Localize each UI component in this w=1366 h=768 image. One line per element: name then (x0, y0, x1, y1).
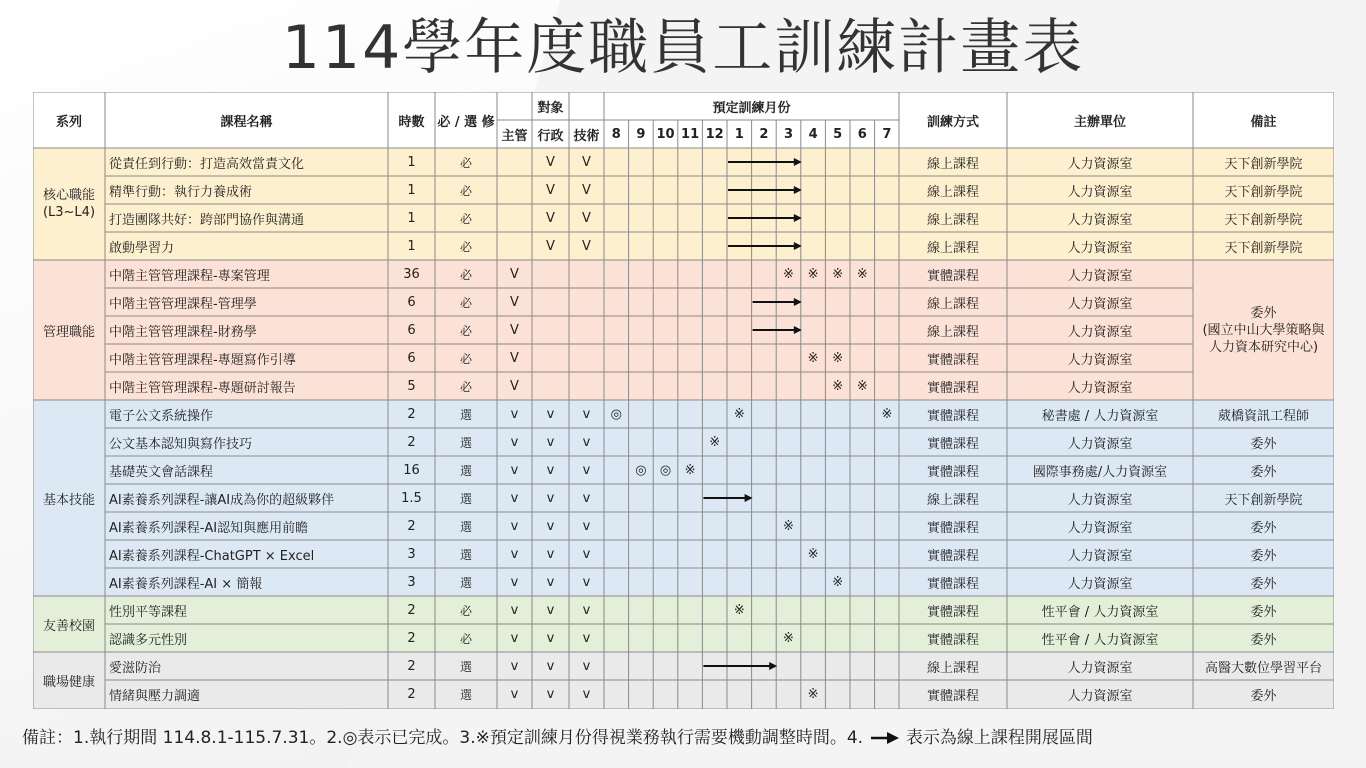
footnote-arrow-text: 表示為線上課程開展區間 (905, 728, 1093, 748)
remark: 委外 (1250, 604, 1277, 620)
training-method: 實體課程 (926, 464, 979, 480)
schedule-mark: ※ (733, 602, 745, 618)
organizer: 秘書處 / 人力資源室 (1041, 408, 1159, 424)
target-mark: v (510, 434, 519, 450)
required-value: 必 (459, 379, 472, 394)
course-name: 基礎英文會話課程 (109, 464, 214, 480)
remark: 委外 (1250, 688, 1277, 704)
schedule-mark: ※ (783, 630, 794, 646)
header-organizer: 主辦單位 (1073, 114, 1126, 130)
organizer: 人力資源室 (1067, 212, 1133, 228)
target-mark: v (582, 602, 591, 618)
course-name: 中階主管管理課程-專題寫作引導 (109, 352, 296, 368)
remark: 委外 (1250, 632, 1277, 648)
schedule-mark: ※ (807, 686, 819, 702)
required-value: 選 (459, 435, 472, 450)
header-month: 2 (759, 126, 769, 142)
series-label: 職場健康 (42, 674, 95, 690)
target-mark: v (582, 434, 591, 450)
hours-value: 1 (407, 238, 416, 254)
target-mark: v (510, 602, 519, 618)
target-mark: v (510, 518, 519, 534)
hours-value: 2 (407, 630, 416, 646)
required-value: 必 (459, 155, 472, 170)
training-method: 實體課程 (926, 268, 979, 284)
course-name: 公文基本認知與寫作技巧 (109, 436, 253, 452)
remark: 天下創新學院 (1224, 184, 1303, 200)
target-mark: v (546, 574, 555, 590)
required-value: 選 (459, 547, 472, 562)
target-mark: v (546, 658, 555, 674)
organizer: 人力資源室 (1067, 268, 1133, 284)
organizer: 國際事務處/人力資源室 (1032, 464, 1168, 480)
header-remarks: 備註 (1250, 114, 1277, 130)
hours-value: 2 (407, 434, 416, 450)
training-method: 線上課程 (926, 184, 979, 200)
schedule-mark: ◎ (610, 406, 622, 422)
schedule-mark: ※ (807, 350, 819, 366)
required-value: 必 (459, 211, 472, 226)
required-value: 選 (459, 519, 472, 534)
footnote (22, 723, 1093, 753)
course-name: AI素養系列課程-讓AI成為你的超級夥伴 (109, 492, 335, 508)
schedule-mark: ※ (807, 266, 819, 282)
required-value: 必 (459, 239, 472, 254)
training-method: 線上課程 (926, 324, 979, 340)
header-month: 12 (705, 126, 724, 142)
course-name: 愛滋防治 (109, 660, 162, 676)
schedule-mark: ※ (881, 406, 893, 422)
training-method: 線上課程 (926, 212, 979, 228)
target-mark: V (510, 350, 519, 366)
header-month: 7 (882, 126, 892, 142)
target-mark: v (546, 518, 555, 534)
target-mark: v (582, 574, 591, 590)
arrow-legend-icon (869, 731, 901, 745)
target-mark: V (582, 154, 591, 170)
required-value: 選 (459, 575, 472, 590)
organizer: 人力資源室 (1067, 576, 1133, 592)
hours-value: 3 (407, 546, 416, 562)
target-mark: v (582, 462, 591, 478)
organizer: 人力資源室 (1067, 240, 1133, 256)
target-mark: V (510, 378, 519, 394)
organizer: 性平會 / 人力資源室 (1041, 604, 1159, 620)
header-month: 8 (611, 126, 621, 142)
header-month: 4 (808, 126, 818, 142)
training-method: 實體課程 (926, 408, 979, 424)
remark: 葳橋資訊工程師 (1217, 408, 1309, 424)
target-mark: v (546, 406, 555, 422)
required-value: 選 (459, 463, 472, 478)
hours-value: 3 (407, 574, 416, 590)
remark: 天下創新學院 (1224, 492, 1303, 508)
header-month: 10 (656, 126, 675, 142)
course-name: 打造團隊共好：跨部門協作與溝通 (109, 212, 305, 228)
target-mark: V (546, 238, 555, 254)
target-mark: v (546, 462, 555, 478)
header-month: 5 (833, 126, 843, 142)
course-name: 性別平等課程 (109, 604, 188, 620)
organizer: 人力資源室 (1067, 688, 1133, 704)
course-name: 情緒與壓力調適 (109, 688, 201, 704)
organizer: 性平會 / 人力資源室 (1041, 632, 1159, 648)
header-method: 訓練方式 (926, 114, 979, 130)
hours-value: 2 (407, 602, 416, 618)
header-target-tech: 技術 (573, 128, 600, 144)
course-name: 認識多元性別 (109, 632, 188, 648)
schedule-mark: ※ (832, 266, 844, 282)
header-month: 1 (734, 126, 744, 142)
target-mark: V (582, 182, 591, 198)
target-mark: v (546, 546, 555, 562)
schedule-mark: ※ (832, 350, 844, 366)
target-mark: V (510, 266, 519, 282)
hours-value: 16 (403, 462, 420, 478)
course-name: 電子公文系統操作 (109, 408, 214, 424)
training-method: 實體課程 (926, 548, 979, 564)
schedule-mark: ◎ (659, 462, 672, 478)
target-mark: V (546, 182, 555, 198)
training-plan-table (33, 92, 1334, 709)
training-method: 實體課程 (926, 520, 979, 536)
target-mark: v (582, 630, 591, 646)
merged-remark: 委外 (國立中山大學策略與 人力資本研究中心) (1202, 305, 1325, 355)
remark: 天下創新學院 (1224, 240, 1303, 256)
training-method: 線上課程 (926, 492, 979, 508)
required-value: 必 (459, 631, 472, 646)
organizer: 人力資源室 (1067, 520, 1133, 536)
organizer: 人力資源室 (1067, 156, 1133, 172)
course-name: 中階主管管理課程-財務學 (109, 324, 257, 340)
remark: 天下創新學院 (1224, 212, 1303, 228)
hours-value: 6 (407, 322, 416, 338)
target-mark: v (582, 686, 591, 702)
hours-value: 1 (407, 182, 416, 198)
header-month: 6 (857, 126, 867, 142)
training-method: 實體課程 (926, 604, 979, 620)
target-mark: v (510, 406, 519, 422)
remark: 委外 (1250, 520, 1277, 536)
target-mark: v (582, 658, 591, 674)
target-mark: v (510, 490, 519, 506)
header-target-manager: 主管 (501, 128, 528, 144)
hours-value: 2 (407, 406, 416, 422)
required-value: 必 (459, 323, 472, 338)
series-label: 友善校園 (42, 618, 95, 634)
page-title: 114學年度職員工訓練計畫表 (281, 13, 1085, 83)
hours-value: 2 (407, 658, 416, 674)
schedule-mark: ※ (807, 546, 819, 562)
required-value: 必 (459, 603, 472, 618)
target-mark: v (582, 546, 591, 562)
organizer: 人力資源室 (1067, 324, 1133, 340)
target-mark: v (582, 490, 591, 506)
organizer: 人力資源室 (1067, 660, 1133, 676)
header-series: 系列 (55, 114, 82, 130)
schedule-mark: ※ (733, 406, 745, 422)
target-mark: v (510, 546, 519, 562)
training-method: 實體課程 (926, 352, 979, 368)
remark: 天下創新學院 (1224, 156, 1303, 172)
header-month: 3 (783, 126, 793, 142)
training-method: 實體課程 (926, 632, 979, 648)
schedule-mark: ※ (783, 266, 794, 282)
remark: 委外 (1250, 576, 1277, 592)
target-mark: v (546, 630, 555, 646)
training-method: 實體課程 (926, 436, 979, 452)
training-method: 實體課程 (926, 380, 979, 396)
required-value: 必 (459, 295, 472, 310)
hours-value: 36 (403, 266, 420, 282)
header-course: 課程名稱 (220, 114, 273, 130)
target-mark: V (510, 294, 519, 310)
training-method: 實體課程 (926, 576, 979, 592)
series-label: 核心職能 (L3~L4) (42, 188, 96, 220)
organizer: 人力資源室 (1067, 436, 1133, 452)
footnote-text: 備註：1.執行期間 114.8.1-115.7.31。2.◎表示已完成。3.※預定訓練月份得視業務執行需要機動調整時間。4. (22, 728, 864, 748)
target-mark: v (546, 602, 555, 618)
target-mark: v (546, 434, 555, 450)
target-mark: v (546, 686, 555, 702)
series-label: 管理職能 (42, 324, 95, 340)
header-month: 9 (636, 126, 646, 142)
required-value: 必 (459, 351, 472, 366)
hours-value: 6 (407, 350, 416, 366)
organizer: 人力資源室 (1067, 548, 1133, 564)
target-mark: v (582, 518, 591, 534)
target-mark: V (510, 322, 519, 338)
training-method: 線上課程 (926, 156, 979, 172)
header-month: 11 (681, 126, 700, 142)
hours-value: 2 (407, 686, 416, 702)
required-value: 必 (459, 267, 472, 282)
organizer: 人力資源室 (1067, 492, 1133, 508)
training-method: 線上課程 (926, 660, 979, 676)
required-value: 選 (459, 491, 472, 506)
required-value: 選 (459, 659, 472, 674)
course-name: 從責任到行動：打造高效當責文化 (109, 156, 305, 172)
organizer: 人力資源室 (1067, 380, 1133, 396)
training-method: 實體課程 (926, 688, 979, 704)
schedule-mark: ※ (856, 266, 868, 282)
target-mark: V (546, 210, 555, 226)
header-target: 對象 (537, 100, 564, 116)
course-name: 中階主管管理課程-專案管理 (109, 268, 270, 284)
course-name: 啟動學習力 (109, 240, 175, 256)
organizer: 人力資源室 (1067, 184, 1133, 200)
remark: 委外 (1250, 436, 1277, 452)
target-mark: V (582, 238, 591, 254)
schedule-mark: ※ (684, 462, 696, 478)
target-mark: v (510, 630, 519, 646)
remark: 高醫大數位學習平台 (1204, 660, 1322, 676)
hours-value: 6 (407, 294, 416, 310)
required-value: 必 (459, 183, 472, 198)
course-name: 中階主管管理課程-管理學 (109, 296, 257, 312)
schedule-mark: ※ (783, 518, 794, 534)
schedule-mark: ※ (709, 434, 721, 450)
target-mark: v (546, 490, 555, 506)
schedule-mark: ※ (856, 378, 868, 394)
required-value: 選 (459, 687, 472, 702)
schedule-mark: ※ (832, 378, 844, 394)
schedule-mark: ◎ (635, 462, 647, 478)
header-required: 必 / 選 修 (437, 114, 495, 130)
hours-value: 1 (407, 154, 416, 170)
required-value: 選 (459, 407, 472, 422)
hours-value: 5 (407, 378, 416, 394)
course-name: AI素養系列課程-ChatGPT × Excel (109, 548, 315, 564)
series-label: 基本技能 (42, 492, 95, 508)
target-mark: v (510, 658, 519, 674)
header-schedule: 預定訓練月份 (712, 100, 791, 116)
target-mark: v (510, 574, 519, 590)
hours-value: 1 (407, 210, 416, 226)
organizer: 人力資源室 (1067, 296, 1133, 312)
remark: 委外 (1250, 464, 1277, 480)
target-mark: V (582, 210, 591, 226)
course-name: AI素養系列課程-AI認知與應用前瞻 (109, 520, 309, 536)
course-name: AI素養系列課程-AI × 簡報 (109, 576, 263, 592)
organizer: 人力資源室 (1067, 352, 1133, 368)
header-target-admin: 行政 (537, 128, 564, 144)
training-method: 線上課程 (926, 296, 979, 312)
hours-value: 2 (407, 518, 416, 534)
target-mark: v (510, 686, 519, 702)
course-name: 精準行動：執行力養成術 (109, 184, 253, 200)
training-method: 線上課程 (926, 240, 979, 256)
target-mark: V (546, 154, 555, 170)
hours-value: 1.5 (401, 490, 422, 506)
header-hours: 時數 (398, 114, 425, 130)
schedule-mark: ※ (832, 574, 844, 590)
target-mark: v (510, 462, 519, 478)
remark: 委外 (1250, 548, 1277, 564)
course-name: 中階主管管理課程-專題研討報告 (109, 380, 296, 396)
target-mark: v (582, 406, 591, 422)
